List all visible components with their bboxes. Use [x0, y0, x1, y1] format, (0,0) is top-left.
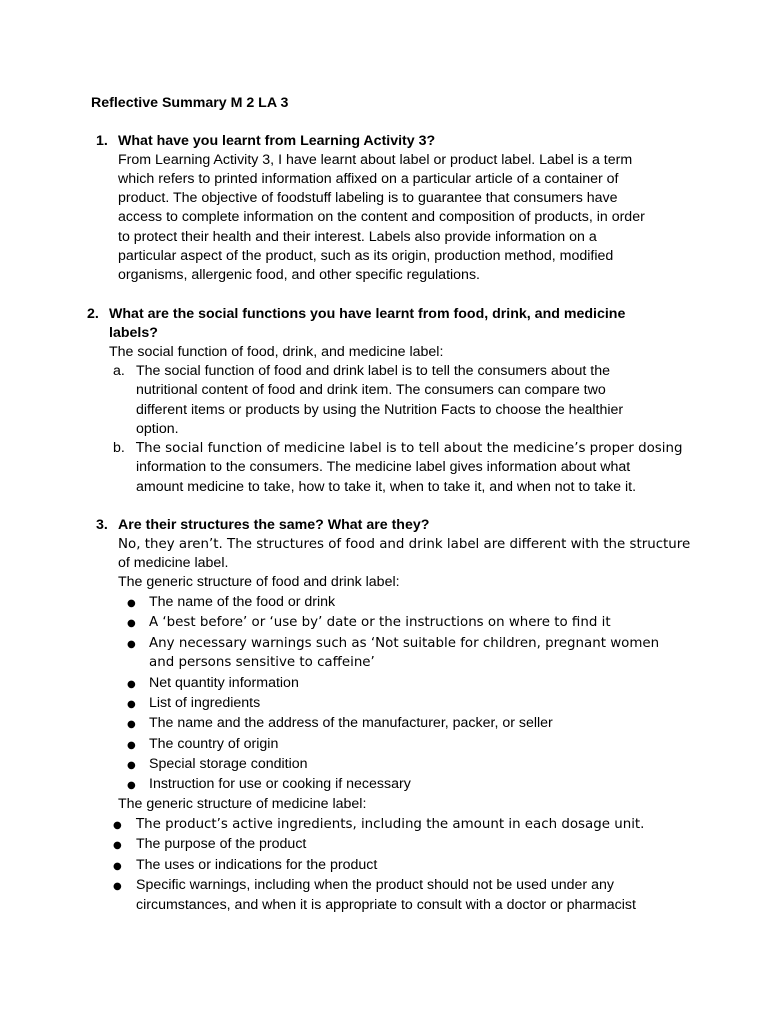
q2-a-line: nutritional content of food and drink item. The consumers can compare two [136, 382, 606, 398]
food-item: The name and the address of the manufacturer, packer, or seller [149, 715, 553, 731]
q2-b-line: The social function of medicine label is to tell about the medicine’s proper dosing [136, 441, 683, 456]
food-item-continued: and persons sensitive to caffeine’ [149, 655, 375, 670]
q3-number: 3. [96, 517, 108, 533]
q2-b-letter: b. [113, 440, 125, 456]
bullet-icon: ● [113, 861, 122, 872]
q3-answer-line1: No, they aren’t. The structures of food and drink label are different with the structure [118, 537, 691, 552]
food-item: A ‘best before’ or ‘use by’ date or the instructions on where to find it [149, 615, 611, 630]
q1-number: 1. [96, 133, 108, 149]
food-item: Any necessary warnings such as ‘Not suitable for children, pregnant women [149, 636, 660, 651]
medicine-item: The uses or indications for the product [136, 857, 378, 873]
bullet-icon: ● [113, 881, 122, 892]
bullet-icon: ● [113, 820, 122, 831]
q2-a-line: option. [136, 421, 179, 437]
q1-answer-line: organisms, allergenic food, and other specific regulations. [118, 267, 480, 283]
q1-answer-line: product. The objective of foodstuff labeling is to guarantee that consumers have [118, 190, 618, 206]
food-item: Net quantity information [149, 675, 299, 691]
q2-a-line: different items or products by using the Nutrition Facts to choose the healthier [136, 402, 624, 418]
q1-answer-line: access to complete information on the content and composition of products, in order [118, 209, 645, 225]
q2-b-line: information to the consumers. The medicine label gives information about what [136, 459, 631, 475]
q2-number: 2. [87, 306, 99, 322]
medicine-item: The purpose of the product [136, 836, 307, 852]
food-item: The name of the food or drink [149, 594, 336, 610]
q2-intro: The social function of food, drink, and medicine label: [109, 344, 444, 360]
food-item: Instruction for use or cooking if necessary [149, 776, 411, 792]
bullet-icon: ● [113, 840, 122, 851]
q1-question: What have you learnt from Learning Activity 3? [118, 133, 436, 149]
q2-a-letter: a. [113, 363, 125, 379]
bullet-icon: ● [127, 618, 136, 629]
bullet-icon: ● [127, 719, 136, 730]
bullet-icon: ● [127, 760, 136, 771]
food-item: List of ingredients [149, 695, 261, 711]
q2-b-line: amount medicine to take, how to take it, when to take it, and when not to take it. [136, 479, 637, 495]
bullet-icon: ● [127, 598, 136, 609]
bullet-icon: ● [127, 679, 136, 690]
q1-answer-line: From Learning Activity 3, I have learnt about label or product label. Label is a term [118, 152, 633, 168]
q1-answer-line: to protect their health and their interest. Labels also provide information on a [118, 229, 597, 245]
bullet-icon: ● [127, 699, 136, 710]
q3-medicine-heading: The generic structure of medicine label: [118, 796, 367, 812]
medicine-item: The product’s active ingredients, including the amount in each dosage unit. [136, 817, 645, 832]
medicine-item-continued: circumstances, and when it is appropriate to consult with a doctor or pharmacist [136, 897, 636, 913]
q2-question-line2: labels? [109, 325, 158, 341]
q2-a-line: The social function of food and drink label is to tell the consumers about the [136, 363, 610, 379]
q1-answer-line: particular aspect of the product, such as its origin, production method, modified [118, 248, 614, 264]
food-item: The country of origin [149, 736, 279, 752]
bullet-icon: ● [127, 639, 136, 650]
bullet-icon: ● [127, 740, 136, 751]
q1-answer-line: which refers to printed information affixed on a particular article of a container of [118, 171, 619, 187]
bullet-icon: ● [127, 780, 136, 791]
q3-question: Are their structures the same? What are they? [118, 517, 430, 533]
food-item: Special storage condition [149, 756, 308, 772]
q3-answer-line2: of medicine label. [118, 555, 229, 571]
medicine-item: Specific warnings, including when the product should not be used under any [136, 877, 614, 893]
document-title: Reflective Summary M 2 LA 3 [91, 95, 289, 111]
q2-question-line1: What are the social functions you have learnt from food, drink, and medicine [109, 306, 626, 322]
q3-food-heading: The generic structure of food and drink label: [118, 574, 400, 590]
